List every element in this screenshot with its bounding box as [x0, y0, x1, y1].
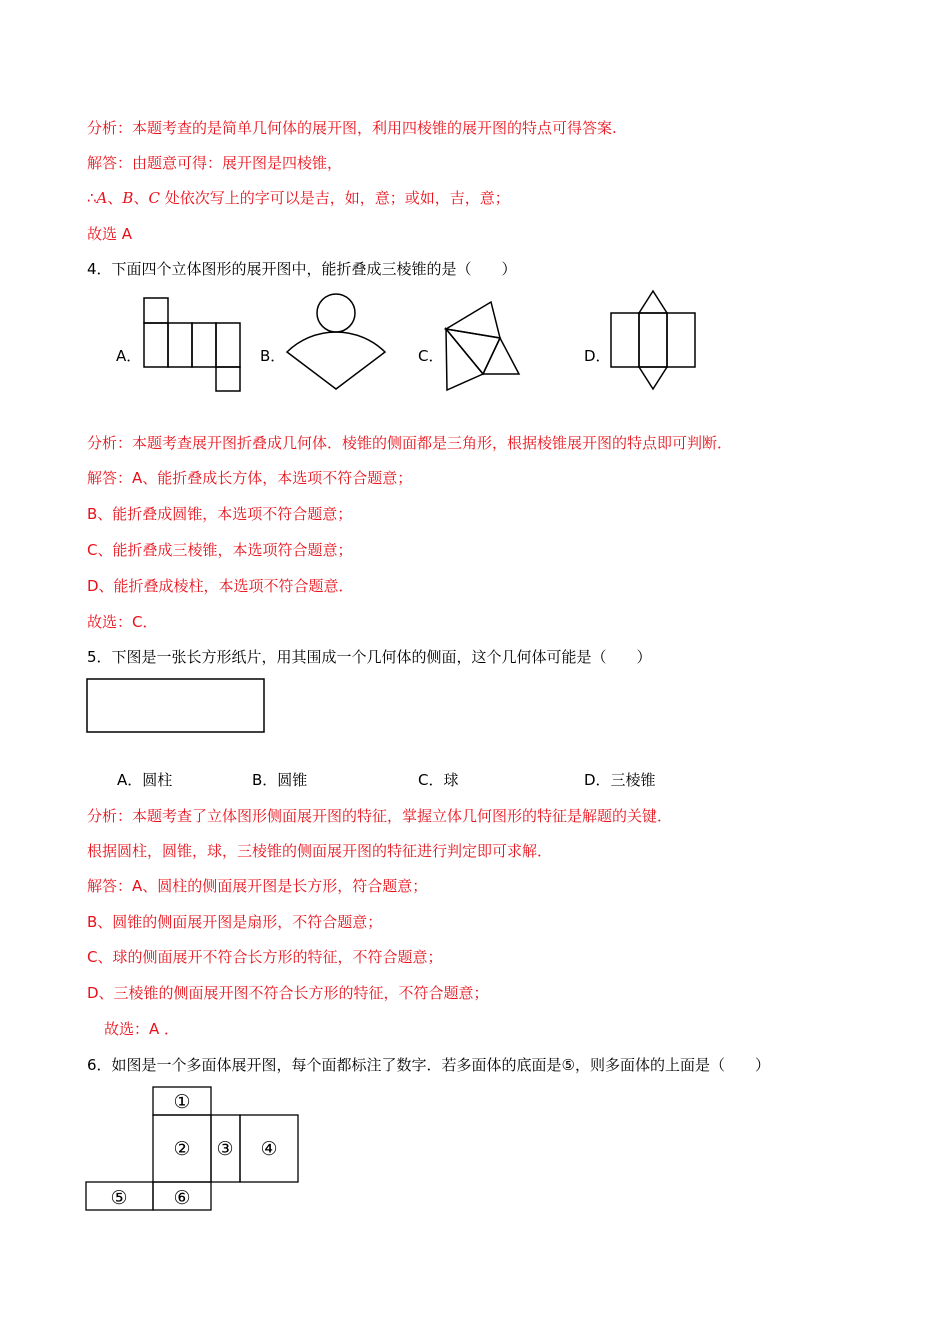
q4-stem: 4．下面四个立体图形的展开图中，能折叠成三棱锥的是（ ）	[87, 260, 517, 278]
q4-option-a-label: A．	[116, 347, 142, 365]
q5-option-a: A．圆柱	[117, 771, 173, 789]
q3-analysis: 分析：本题考查的是简单几何体的展开图，利用四棱锥的展开图的特点可得答案.	[87, 119, 617, 137]
q4-option-b-label: B．	[260, 347, 286, 365]
q4-figure-c-triangular-pyramid-net	[441, 300, 523, 393]
therefore-symbol: ∴	[87, 189, 97, 207]
q5-answer-a: 解答：A、圆柱的侧面展开图是长方形，符合题意；	[87, 877, 428, 895]
q6-polyhedron-net	[85, 1085, 301, 1215]
q4-answer-c: C、能折叠成三棱锥，本选项符合题意；	[87, 541, 353, 559]
q4-answer-a: 解答：A、能折叠成长方体，本选项不符合题意；	[87, 469, 413, 487]
q5-method: 根据圆柱，圆锥，球，三棱锥的侧面展开图的特征进行判定即可求解．	[87, 842, 553, 860]
therefore-text: 处依次写上的字可以是吉，如，意；或如，吉，意；	[159, 189, 510, 207]
q4-answer-d: D、能折叠成棱柱，本选项不符合题意．	[87, 577, 354, 595]
q5-analysis: 分析：本题考查了立体图形侧面展开图的特征，掌握立体几何图形的特征是解题的关键．	[87, 807, 673, 825]
var-a: A	[96, 189, 108, 207]
q5-answer-c: C、球的侧面展开不符合长方形的特征，不符合题意；	[87, 948, 443, 966]
face-3-label: ③	[216, 1138, 234, 1160]
q5-answer-b: B、圆锥的侧面展开图是扇形，不符合题意；	[87, 913, 383, 931]
q3-conclusion: 故选 A	[87, 225, 133, 243]
face-4-label: ④	[260, 1138, 278, 1160]
q4-figure-b-cone-net	[283, 292, 389, 392]
q4-answer-b: B、能折叠成圆锥，本选项不符合题意；	[87, 505, 353, 523]
q3-answer: 解答：由题意可得：展开图是四棱锥，	[87, 154, 343, 172]
q4-figure-d-prism-net	[608, 289, 700, 393]
separator: 、	[107, 189, 123, 207]
q6-stem: 6．如图是一个多面体展开图，每个面都标注了数字．若多面体的底面是⑤，则多面体的上面是（ ）	[87, 1056, 770, 1074]
q5-rectangle-figure	[86, 677, 266, 734]
face-1-label: ①	[173, 1091, 191, 1113]
q4-figure-a-cube-net	[140, 296, 245, 392]
q5-stem: 5．下图是一张长方形纸片，用其围成一个几何体的侧面，这个几何体可能是（ ）	[87, 648, 652, 666]
var-b: B	[122, 189, 134, 207]
q5-answer-d: D、三棱锥的侧面展开图不符合长方形的特征，不符合题意；	[87, 984, 489, 1002]
var-c: C	[148, 189, 160, 207]
q4-analysis: 分析：本题考查展开图折叠成几何体．棱锥的侧面都是三角形，根据棱锥展开图的特点即可判断．	[87, 434, 733, 452]
face-2-label: ②	[173, 1138, 191, 1160]
q4-option-d-label: D．	[584, 347, 611, 365]
face-6-label: ⑥	[173, 1187, 191, 1209]
q5-option-d: D．三棱锥	[584, 771, 656, 789]
separator: 、	[133, 189, 149, 207]
q5-option-b: B．圆锥	[252, 771, 308, 789]
q5-option-c: C．球	[418, 771, 459, 789]
face-5-label: ⑤	[110, 1187, 128, 1209]
q4-conclusion: 故选：C．	[87, 613, 158, 631]
q3-therefore	[87, 188, 510, 208]
q4-option-c-label: C．	[418, 347, 444, 365]
q5-conclusion: 故选：A ．	[104, 1020, 180, 1038]
